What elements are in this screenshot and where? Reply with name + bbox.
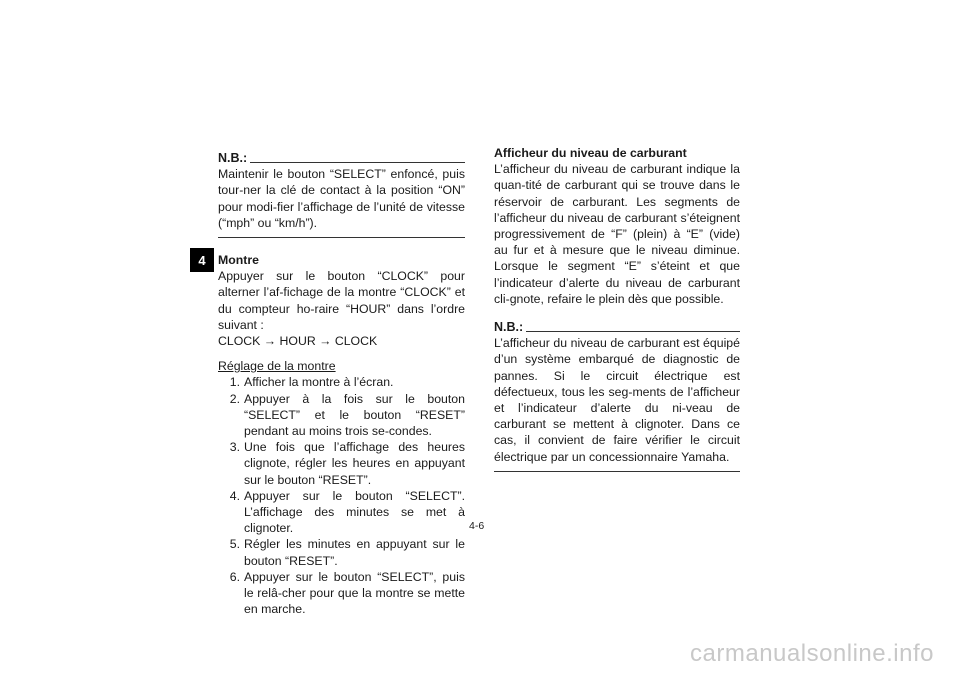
note-end-rule: [494, 471, 740, 472]
fuel-heading: Afficheur du niveau de carburant: [494, 146, 687, 160]
fuel-text: L’afficheur du niveau de carburant indique la quan-tité de carburant qui se trouve dans le réservoir de carburant. Les segments de l’afficheur du niveau de carburant s’éteignent progressivement de “F” (plein) à “E” (vide) au fur et à mesure que le niveau diminue. Lorsque le segment “E” s’éteint et que l’indicateur d’alerte du niveau de carburant cli-gnote, refaire le plein dès que possible.: [494, 162, 740, 306]
note-label: N.B.:: [218, 151, 248, 165]
list-item: 2. Appuyer à la fois sur le bouton “SELECT” et le bouton “RESET” pendant au moins trois se-condes.: [229, 391, 465, 439]
list-item: 1. Afficher la montre à l’écran.: [229, 375, 394, 390]
right-column: [494, 145, 740, 472]
note-label: N.B.:: [494, 320, 524, 335]
note-end-rule: [218, 237, 465, 238]
steps-list: [218, 374, 465, 617]
note-text: Maintenir le bouton “SELECT” enfoncé, puis tour-ner la clé de contact à la position “ON” pour modi-fier l’affichage de l’unité de vitesse (“mph” ou “km/h”).: [218, 167, 465, 230]
montre-text: Appuyer sur le bouton “CLOCK” pour alterner l’af-fichage de la montre “CLOCK” et du compteur ho-raire “HOUR” dans l’ordre suivant :: [218, 269, 465, 332]
list-item: 3. Une fois que l’affichage des heures clignote, régler les heures en appuyant sur le bouton “RESET”.: [229, 440, 465, 487]
note-rule: [250, 161, 465, 163]
list-item: 6. Appuyer sur le bouton “SELECT”, puis le relâ-cher pour que la montre se mette en marche.: [229, 569, 465, 617]
note-header: [218, 150, 465, 166]
list-item: 5. Régler les minutes en appuyant sur le bouton “RESET”.: [229, 537, 465, 568]
note-text: L’afficheur du niveau de carburant est équipé d’un système embarqué de diagnostic de pannes. Si le circuit électrique est défectueux, tous les seg-ments de l’afficheur et l’indicateur d’alerte du ni-veau de carburant se mettent à clignoter. Dans ce cas, il convient de faire vérifier le circuit électrique par un concessionnaire Yamaha.: [494, 336, 740, 464]
list-item: 4. Appuyer sur le bouton “SELECT”. L’affichage des minutes se met à clignoter.: [229, 488, 465, 536]
section-tab: 4: [190, 248, 214, 272]
watermark: carmanualsonline.info: [690, 640, 934, 667]
left-column: [218, 150, 465, 617]
clock-sequence: CLOCK → HOUR → CLOCK: [218, 334, 378, 349]
page-number: 4-6: [469, 520, 485, 532]
note-header: [494, 319, 740, 335]
reglage-heading: Réglage de la montre: [218, 359, 336, 374]
montre-heading: Montre: [218, 253, 259, 268]
note-rule: [526, 330, 740, 332]
